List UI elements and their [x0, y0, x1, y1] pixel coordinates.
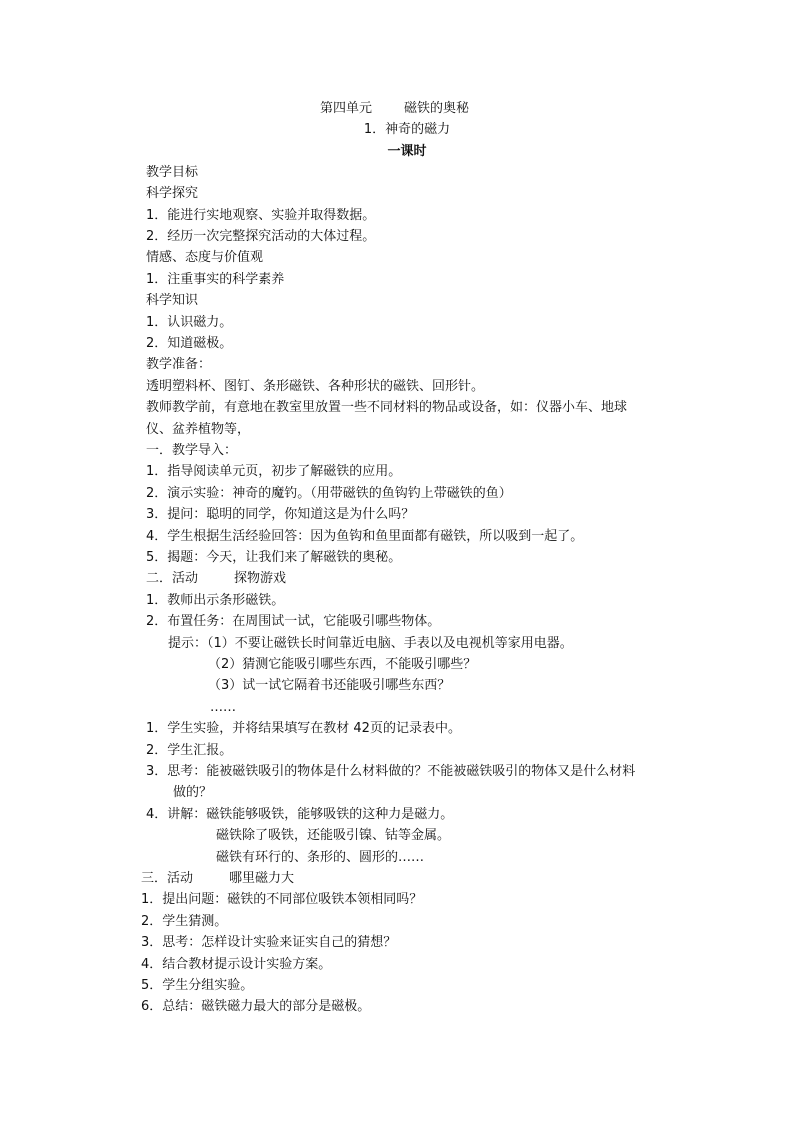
- section2-item: 1．教师出示条形磁铁。: [146, 593, 285, 608]
- tip-item: （2）猜测它能吸引哪些东西，不能吸引哪些？: [208, 657, 477, 672]
- unit-number: 第四单元: [320, 101, 373, 116]
- inquiry-heading: 科学探究: [146, 186, 199, 201]
- section3-item: 2．学生猜测。: [141, 914, 228, 929]
- section2-item: 1．学生实验，并将结果填写在教材 42页的记录表中。: [146, 721, 461, 736]
- section3-item: 3．思考：怎样设计实验来证实自己的猜想？: [141, 935, 397, 950]
- section2-activity: 探物游戏: [234, 571, 287, 586]
- section3-heading: [141, 868, 294, 889]
- explain-line: 磁铁有环行的、条形的、圆形的……: [216, 850, 425, 865]
- knowledge-heading: 科学知识: [146, 293, 199, 308]
- emotion-heading: 情感、态度与价值观: [146, 250, 264, 265]
- knowledge-item: 1．认识磁力。: [146, 315, 233, 330]
- prep-materials: 透明塑料杯、图钉、条形磁铁、各种形状的磁铁、回形针。: [146, 379, 485, 394]
- emotion-item: 1．注重事实的科学素养: [146, 272, 285, 287]
- tip-item: （3）试一试它隔着书还能吸引哪些东西？: [208, 678, 451, 693]
- lesson-title: 1．神奇的磁力: [363, 122, 451, 137]
- inquiry-item: 2．经历一次完整探究活动的大体过程。: [146, 229, 376, 244]
- goals-heading: 教学目标: [146, 165, 199, 180]
- explain-line: 磁铁除了吸铁，还能吸引镍、钴等金属。: [216, 828, 451, 843]
- section2-item-cont: 做的？: [173, 785, 213, 800]
- section3-label: 三．活动: [141, 871, 194, 886]
- prep-heading: 教学准备：: [146, 357, 212, 372]
- unit-name: 磁铁的奥秘: [404, 101, 470, 116]
- knowledge-item: 2．知道磁极。: [146, 336, 233, 351]
- tip-ellipsis: ……: [210, 700, 236, 715]
- section3-activity: 哪里磁力大: [229, 871, 295, 886]
- section1-item: 2．演示实验：神奇的魔钓。（用带磁铁的鱼钩钓上带磁铁的鱼）: [146, 486, 512, 501]
- section3-item: 6．总结：磁铁磁力最大的部分是磁极。: [141, 999, 371, 1014]
- section1-heading: 一．教学导入：: [146, 443, 238, 458]
- prep-note-cont: 仪、盆养植物等，: [146, 422, 251, 437]
- section3-item: 5．学生分组实验。: [141, 978, 254, 993]
- section1-item: 1．指导阅读单元页，初步了解磁铁的应用。: [146, 464, 402, 479]
- section2-item: 2．布置任务：在周围试一试，它能吸引哪些物体。: [146, 614, 441, 629]
- section1-item: 4．学生根据生活经验回答：因为鱼钩和鱼里面都有磁铁，所以吸到一起了。: [146, 529, 584, 544]
- section3-item: 4．结合教材提示设计实验方案。: [141, 957, 332, 972]
- unit-title: [320, 98, 469, 119]
- section2-item: 2．学生汇报。: [146, 743, 233, 758]
- section2-label: 二．活动: [146, 571, 199, 586]
- lesson-period: 一课时: [387, 144, 427, 159]
- prep-note: 教师教学前，有意地在教室里放置一些不同材料的物品或设备，如：仪器小车、地球: [146, 400, 628, 415]
- section1-item: 3．提问：聪明的同学，你知道这是为什么吗？: [146, 507, 415, 522]
- section1-item: 5．揭题：今天，让我们来了解磁铁的奥秘。: [146, 550, 402, 565]
- section2-item: 3．思考：能被磁铁吸引的物体是什么材料做的？不能被磁铁吸引的物体又是什么材料: [146, 764, 636, 779]
- inquiry-item: 1．能进行实地观察、实验并取得数据。: [146, 208, 376, 223]
- section2-item: 4．讲解：磁铁能够吸铁，能够吸铁的这种力是磁力。: [146, 807, 454, 822]
- section3-item: 1．提出问题：磁铁的不同部位吸铁本领相同吗？: [141, 892, 423, 907]
- section2-heading: [146, 568, 286, 589]
- tip-item: 提示：（1）不要让磁铁长时间靠近电脑、手表以及电视机等家用电器。: [168, 636, 573, 651]
